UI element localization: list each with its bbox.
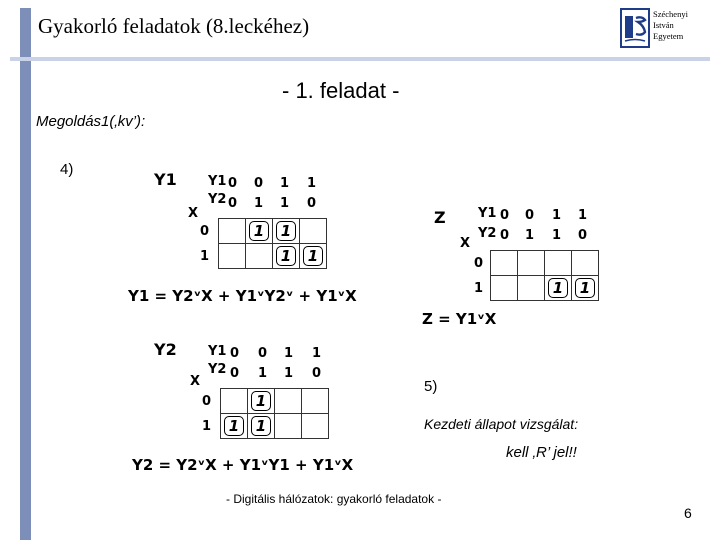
kmap-cell (518, 251, 545, 276)
row-label: 1 (200, 249, 210, 264)
page-number: 6 (684, 505, 692, 521)
col-bit: 0 (228, 196, 238, 211)
kmap-col-var: Y1 (208, 344, 227, 359)
kmap-cell (273, 219, 300, 244)
header-rule (10, 57, 710, 61)
kmap-row-var: X (188, 206, 199, 221)
item-5-number: 5) (424, 378, 438, 395)
kmap-cell (572, 251, 599, 276)
kmap-cell (246, 244, 273, 269)
kmap-cell (275, 414, 302, 439)
kmap-col-var: Y2 (208, 362, 227, 377)
left-accent-bar (20, 8, 31, 540)
kmap-cell (221, 389, 248, 414)
col-bit: 1 (284, 366, 294, 381)
col-bit: 1 (552, 208, 562, 223)
row-label: 1 (202, 419, 212, 434)
kmap-cell (545, 251, 572, 276)
task-subtitle: - 1. feladat - (282, 78, 400, 103)
kmap-cell (219, 244, 246, 269)
university-logo-icon (620, 8, 650, 48)
row-label: 0 (200, 224, 210, 239)
cell-value: 1 (251, 391, 271, 411)
kmap-cell (275, 389, 302, 414)
cell-value: 1 (224, 416, 244, 436)
kmap-title: Y2 (154, 340, 177, 359)
col-bit: 1 (578, 208, 588, 223)
col-bit: 0 (258, 346, 268, 361)
kmap-col-var: Y2 (478, 226, 497, 241)
kmap-grid (218, 218, 327, 269)
row-label: 1 (474, 281, 484, 296)
row-label: 0 (202, 394, 212, 409)
cell-value: 1 (548, 278, 568, 298)
kmap-y1 (150, 170, 350, 270)
col-bit: 0 (312, 366, 322, 381)
kmap-title: Z (434, 208, 446, 227)
kmap-z (428, 204, 628, 304)
kmap-cell (246, 219, 273, 244)
kmap-cell (221, 414, 248, 439)
col-bit: 0 (307, 196, 317, 211)
col-bit: 0 (230, 366, 240, 381)
kmap-cell (273, 244, 300, 269)
logo-line: Széchenyi (653, 9, 688, 19)
item-4-number: 4) (60, 161, 74, 178)
logo-line: Egyetem (653, 31, 684, 41)
cell-value: 1 (575, 278, 595, 298)
kmap-cell (300, 244, 327, 269)
kmap-col-var: Y1 (478, 206, 497, 221)
col-bit: 1 (254, 196, 264, 211)
kmap-cell (219, 219, 246, 244)
cell-value: 1 (276, 246, 296, 266)
col-bit: 1 (284, 346, 294, 361)
col-bit: 0 (228, 176, 238, 191)
kmap-cell (491, 276, 518, 301)
col-bit: 1 (525, 228, 535, 243)
kmap-y2 (150, 340, 350, 440)
col-bit: 0 (578, 228, 588, 243)
col-bit: 1 (280, 176, 290, 191)
col-bit: 0 (500, 228, 510, 243)
initial-state-check: Kezdeti állapot vizsgálat: (424, 416, 579, 432)
kmap-row-var: X (460, 236, 471, 251)
kmap-col-var: Y1 (208, 174, 227, 189)
logo-line: István (653, 20, 674, 30)
equation-y2: Y2 = Y2ᵛX + Y1ᵛY1 + Y1ᵛX (132, 456, 354, 474)
kmap-title: Y1 (154, 170, 177, 189)
kmap-cell (302, 389, 329, 414)
row-label: 0 (474, 256, 484, 271)
kmap-cell (248, 414, 275, 439)
col-bit: 1 (280, 196, 290, 211)
kmap-row-var: X (190, 374, 201, 389)
col-bit: 0 (230, 346, 240, 361)
kmap-col-var: Y2 (208, 192, 227, 207)
kmap-cell (572, 276, 599, 301)
solution-label: Megoldás1(‚kv’): (36, 113, 146, 130)
kmap-grid (220, 388, 329, 439)
kmap-cell (545, 276, 572, 301)
cell-value: 1 (249, 221, 269, 241)
col-bit: 0 (254, 176, 264, 191)
equation-y1: Y1 = Y2ᵛX + Y1ᵛY2ᵛ + Y1ᵛX (128, 287, 357, 305)
kmap-cell (302, 414, 329, 439)
col-bit: 0 (525, 208, 535, 223)
page-title: Gyakorló feladatok (8.leckéhez) (38, 14, 310, 38)
cell-value: 1 (303, 246, 323, 266)
col-bit: 0 (500, 208, 510, 223)
kmap-grid (490, 250, 599, 301)
footer-text: - Digitális hálózatok: gyakorló feladatok - (226, 492, 442, 506)
col-bit: 1 (312, 346, 322, 361)
kmap-cell (518, 276, 545, 301)
kmap-cell (300, 219, 327, 244)
col-bit: 1 (258, 366, 268, 381)
reset-signal-note: kell ‚R’ jel!! (506, 444, 577, 461)
kmap-cell (248, 389, 275, 414)
cell-value: 1 (276, 221, 296, 241)
col-bit: 1 (307, 176, 317, 191)
cell-value: 1 (251, 416, 271, 436)
equation-z: Z = Y1ᵛX (422, 310, 497, 328)
col-bit: 1 (552, 228, 562, 243)
university-name (653, 9, 688, 42)
kmap-cell (491, 251, 518, 276)
